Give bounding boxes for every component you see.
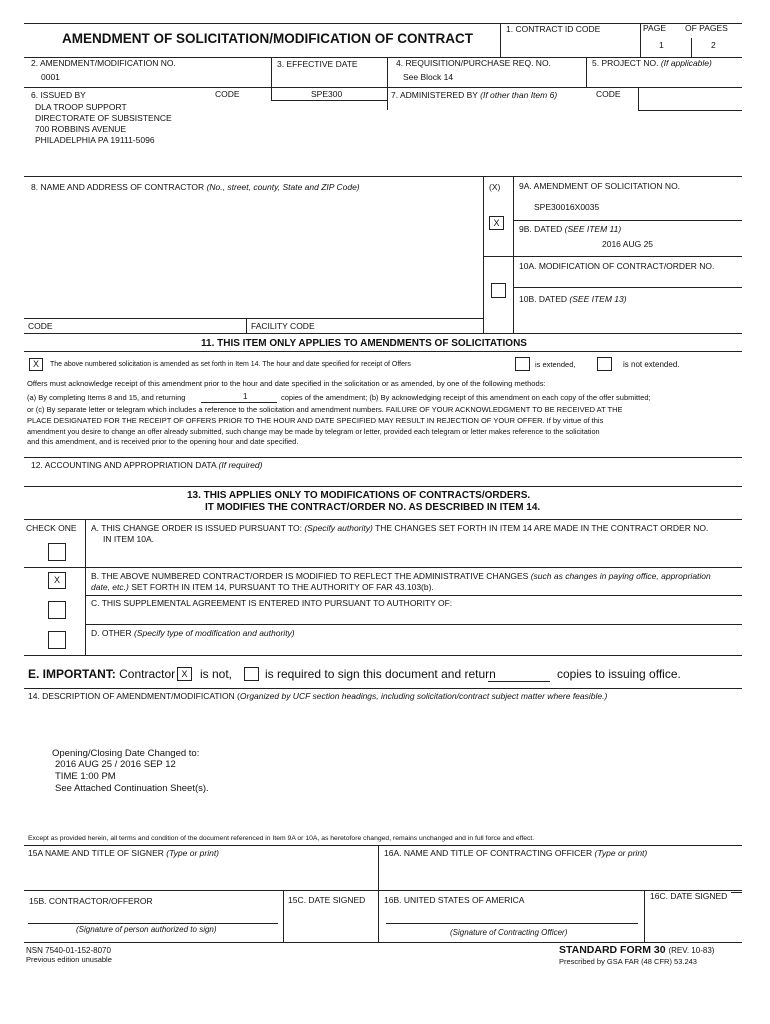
section11-line7: and this amendment, and is received prior to the opening hour and date specified. [27, 437, 299, 446]
13d-text: D. OTHER (Specify type of modification and authority) [91, 628, 295, 638]
is-not-extended-label: is not extended. [623, 360, 680, 369]
of-pages-label: OF PAGES [685, 23, 728, 33]
description-label: 14. DESCRIPTION OF AMENDMENT/MODIFICATION (Organized by UCF section headings, including solicitation/contract subject matter where feasible.) [28, 691, 608, 701]
rule [731, 892, 742, 893]
divider [644, 890, 645, 942]
description-line-2: 2016 AUG 25 / 2016 SEP 12 [55, 759, 176, 770]
issuer-line-4: PHILADELPHIA PA 19111-5096 [35, 135, 155, 145]
code-label-8: CODE [28, 321, 53, 331]
form-title: AMENDMENT OF SOLICITATION/MODIFICATION OF CONTRACT [62, 31, 473, 46]
code-value: SPE300 [311, 89, 343, 99]
rule [24, 333, 742, 334]
divider [638, 87, 639, 110]
divider [246, 318, 247, 333]
divider [513, 176, 514, 333]
10b-label: 10B. DATED (SEE ITEM 13) [519, 294, 627, 304]
10a-checkbox[interactable] [491, 283, 506, 298]
bottom-rule [24, 942, 742, 943]
section11-line4: or (c) By separate letter or telegram which includes a reference to the solicitation and amendment numbers. FAILURE OF YOUR ACKNOWLEDGMENT TO BE RECEIVED AT THE [27, 405, 623, 414]
rule [24, 176, 742, 177]
rule [24, 567, 742, 568]
9b-value: 2016 AUG 25 [602, 239, 654, 249]
13a-checkbox[interactable] [48, 543, 66, 561]
section13-heading2: IT MODIFIES THE CONTRACT/ORDER NO. AS DESCRIBED IN ITEM 14. [205, 502, 541, 513]
10a-label: 10A. MODIFICATION OF CONTRACT/ORDER NO. [519, 261, 715, 271]
15c-label: 15C. DATE SIGNED [288, 895, 366, 905]
rule [24, 688, 742, 689]
divider [283, 890, 284, 942]
15b-signature-caption: (Signature of person authorized to sign) [76, 925, 217, 934]
divider [483, 176, 484, 333]
nsn-label: NSN 7540-01-152-8070 [26, 946, 111, 955]
9b-label: 9B. DATED (SEE ITEM 11) [519, 224, 622, 234]
is-required-label: is required to sign this document and return [265, 667, 496, 681]
rule [24, 457, 742, 458]
issued-by-label: 6. ISSUED BY [31, 90, 86, 100]
divider [586, 57, 587, 87]
page-value: 1 [659, 40, 664, 50]
divider [271, 57, 272, 87]
is-extended-label: is extended, [535, 360, 576, 369]
rule [24, 318, 483, 319]
page-label: PAGE [643, 23, 666, 33]
rule [24, 351, 742, 352]
description-line-4: See Attached Continuation Sheet(s). [55, 783, 209, 794]
divider [640, 23, 641, 57]
15b-label: 15B. CONTRACTOR/OFFEROR [29, 896, 153, 906]
administered-label: 7. ADMINISTERED BY (If other than Item 6) [391, 90, 558, 100]
rule [24, 845, 742, 846]
requisition-value: See Block 14 [403, 72, 454, 82]
13a-text1: A. THIS CHANGE ORDER IS ISSUED PURSUANT TO: (Specify authority) THE CHANGES SET FORTH IN ITEM 14 ARE MADE IN THE CONTRACT ORDER NO. [91, 523, 709, 533]
copies-label: copies to issuing office. [557, 667, 681, 681]
9a-label: 9A. AMENDMENT OF SOLICITATION NO. [519, 181, 681, 191]
rule [638, 110, 742, 111]
13b-checkbox[interactable]: X [48, 572, 66, 589]
rule [513, 287, 742, 288]
copies-line [201, 402, 277, 403]
section11-heading: 11. THIS ITEM ONLY APPLIES TO AMENDMENTS OF SOLICITATIONS [201, 338, 527, 349]
issuer-line-2: DIRECTORATE OF SUBSISTENCE [35, 113, 172, 123]
x-header: (X) [489, 182, 501, 192]
section11-line6: amendment you desire to change an offer already submitted, such change may be made by telegram or letter, provided each telegram or letter makes reference to the solicitation [27, 427, 600, 436]
section11-line3b: copies of the amendment; (b) By acknowledging receipt of this amendment on each copy of the offer submitted; [281, 393, 651, 402]
effective-date-label: 3. EFFECTIVE DATE [277, 59, 358, 69]
prescribed-label: Prescribed by GSA FAR (48 CFR) 53.243 [559, 957, 697, 966]
rule [24, 87, 742, 88]
is-not-label: is not, [200, 667, 233, 681]
rule [513, 220, 742, 221]
16b-signature-line [386, 923, 638, 924]
rule [24, 519, 742, 520]
copies-blank [488, 681, 550, 682]
previous-edition-label: Previous edition unusable [26, 955, 112, 964]
section11-line5: PLACE DESIGNATED FOR THE RECEIPT OF OFFERS PRIOR TO THE HOUR AND DATE SPECIFIED MAY RESULT IN REJECTION OF YOUR OFFER. If by virtue of this [27, 416, 604, 425]
13c-checkbox[interactable] [48, 601, 66, 619]
13b-text2: date, etc.) SET FORTH IN ITEM 14, PURSUANT TO THE AUTHORITY OF FAR 43.103(b). [91, 582, 434, 592]
is-not-checkbox[interactable]: X [177, 667, 192, 681]
divider [387, 57, 388, 110]
requisition-label: 4. REQUISITION/PURCHASE REQ. NO. [396, 58, 551, 68]
13b-text1: B. THE ABOVE NUMBERED CONTRACT/ORDER IS MODIFIED TO REFLECT THE ADMINISTRATIVE CHANGES (such as changes in paying office, appropriation [91, 571, 711, 581]
13c-text: C. THIS SUPPLEMENTAL AGREEMENT IS ENTERED INTO PURSUANT TO AUTHORITY OF: [91, 598, 453, 608]
16c-label: 16C. DATE SIGNED [650, 891, 728, 901]
rule [24, 655, 742, 656]
except-text: Except as provided herein, all terms and condition of the document referenced in Item 9A or 10A, as heretofore changed, remains unchanged and in full force and effect. [28, 835, 535, 842]
contract-id-label: 1. CONTRACT ID CODE [506, 24, 601, 34]
section11-line2: Offers must acknowledge receipt of this amendment prior to the hour and date specified in the solicitation or as amended, by one of the following methods: [27, 379, 546, 388]
not-extended-checkbox[interactable] [597, 357, 612, 371]
check-one-label: CHECK ONE [26, 523, 77, 533]
divider [271, 87, 272, 100]
section11-line1: The above numbered solicitation is amended as set forth in Item 14. The hour and date specified for receipt of Offers [50, 361, 411, 368]
pages-value: 2 [711, 40, 716, 50]
13d-checkbox[interactable] [48, 631, 66, 649]
rule [24, 486, 742, 487]
section11-line3a: (a) By completing Items 8 and 15, and returning [27, 393, 186, 402]
rule [85, 595, 742, 596]
rule [24, 890, 742, 891]
divider [500, 23, 501, 57]
issuer-line-1: DLA TROOP SUPPORT [35, 102, 127, 112]
9a-checkbox[interactable]: X [489, 216, 504, 230]
project-label: 5. PROJECT NO. (If applicable) [592, 58, 712, 68]
standard-form-title: STANDARD FORM 30 (REV. 10-83) [559, 944, 715, 956]
15b-signature-line [28, 923, 278, 924]
16b-signature-caption: (Signature of Contracting Officer) [450, 928, 568, 937]
top-rule [24, 23, 742, 24]
13a-text3: IN ITEM 10A. [103, 534, 155, 544]
section13-heading1: 13. THIS APPLIES ONLY TO MODIFICATIONS OF CONTRACTS/ORDERS. [187, 490, 531, 501]
issuer-line-3: 700 ROBBINS AVENUE [35, 124, 127, 134]
extended-checkbox[interactable] [515, 357, 530, 371]
code-label: CODE [215, 89, 240, 99]
divider [85, 519, 86, 655]
facility-code-label: FACILITY CODE [251, 321, 315, 331]
description-line-3: TIME 1:00 PM [55, 771, 116, 782]
9a-value: SPE30016X0035 [534, 202, 600, 212]
16b-label: 16B. UNITED STATES OF AMERICA [384, 895, 525, 905]
rule [271, 100, 387, 101]
divider [691, 38, 692, 57]
amendment-label: 2. AMENDMENT/MODIFICATION NO. [31, 58, 176, 68]
amended-checkbox[interactable]: X [29, 358, 43, 371]
code2-label: CODE [596, 89, 621, 99]
accounting-label: 12. ACCOUNTING AND APPROPRIATION DATA (If required) [31, 460, 263, 470]
description-line-1: Opening/Closing Date Changed to: [52, 748, 200, 759]
copies-value: 1 [243, 392, 248, 401]
contractor-label: 8. NAME AND ADDRESS OF CONTRACTOR (No., street, county, State and ZIP Code) [31, 182, 360, 192]
rule [85, 624, 742, 625]
amendment-value: 0001 [41, 72, 60, 82]
divider [378, 845, 379, 942]
15a-label: 15A NAME AND TITLE OF SIGNER (Type or print) [28, 848, 220, 858]
rule [483, 256, 742, 257]
is-required-checkbox[interactable] [244, 667, 259, 681]
16a-label: 16A. NAME AND TITLE OF CONTRACTING OFFICER (Type or print) [384, 848, 648, 858]
important-line: E. IMPORTANT: Contractor [28, 667, 176, 681]
